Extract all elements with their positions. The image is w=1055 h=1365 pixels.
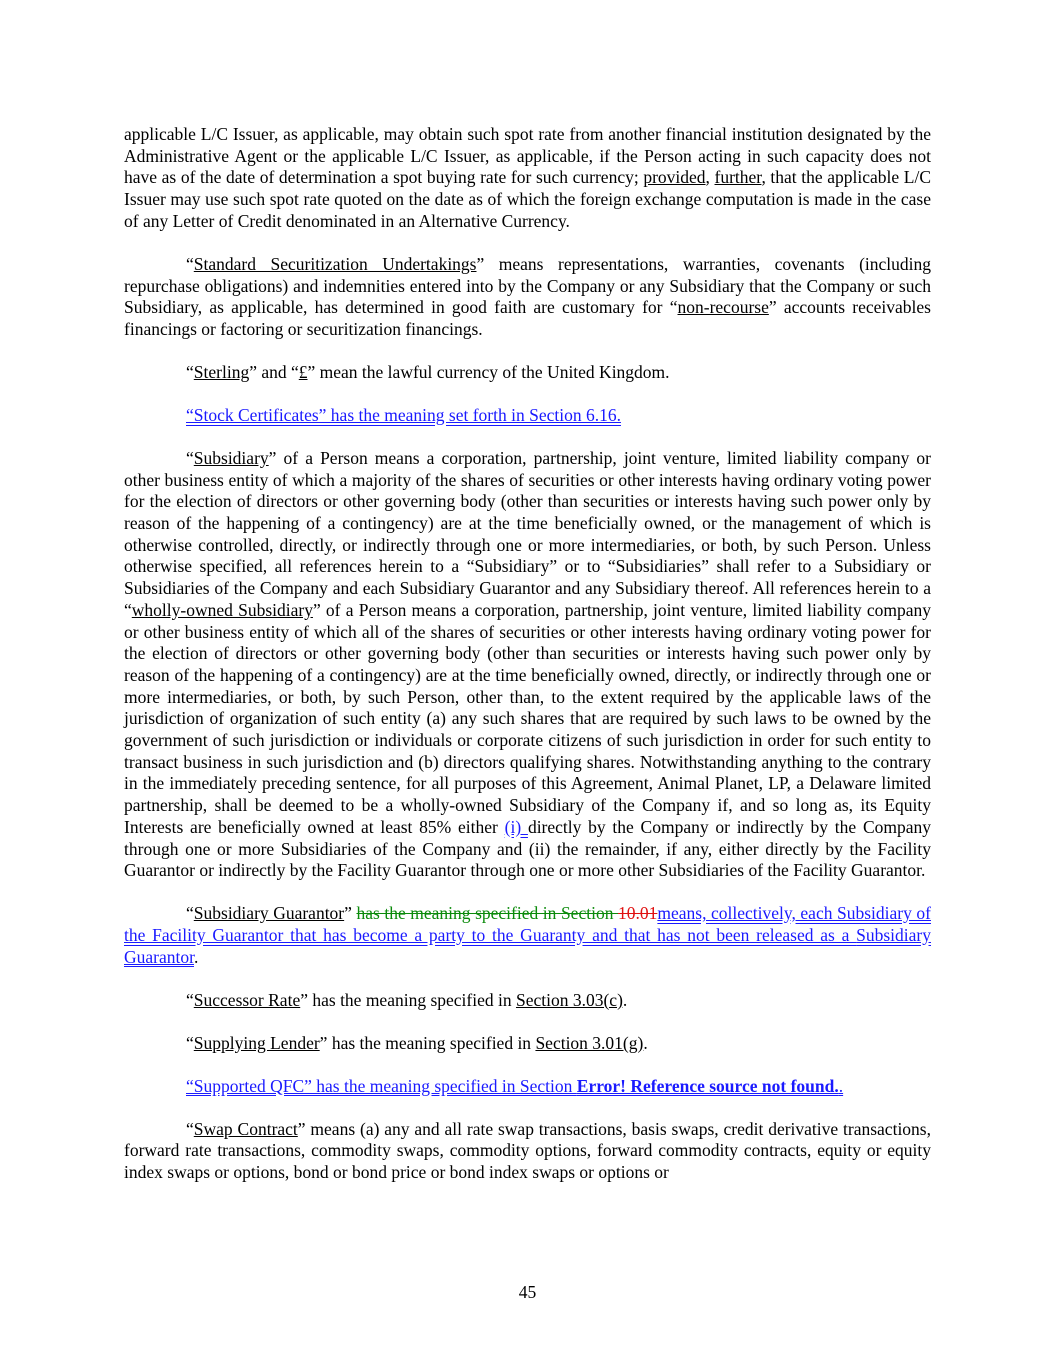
term-further: further [714,167,762,188]
text: , [705,167,715,188]
inserted-text: . [838,1075,844,1096]
document-body [124,124,931,1205]
defined-term: Subsidiary Guarantor [193,903,345,924]
page-number: 45 [518,1282,537,1302]
quote: “ [186,989,194,1010]
section-reference: Section 3.01(g) [535,1032,644,1053]
inserted-text: means, collectively, each Subsidiary of the Facility Guarantor that has become a party to the Guaranty and that has not been released as a [124,903,931,945]
quote: “ [186,903,194,924]
text: ” mean the lawful currency of the United Kingdom. [307,361,670,382]
text: ” and “ [249,361,299,382]
definition-stock-certificates-inserted [124,405,931,427]
text: ” means representations, warranties, covenants (including repurchase obligations) and indemnities entered into by the Company or any Subsidiary that the Company or such Subsidiary, as applicable, has determined in good faith are customary for “ [124,253,931,318]
definition-supplying-lender [124,1033,931,1055]
inserted-defined-term: Subsidiary Guarantor [124,924,931,967]
term-pound-symbol: £ [298,361,308,382]
text: ” [344,903,357,924]
quote: “ [186,1032,194,1053]
quote: “ [186,361,194,382]
text: ” of a Person means a corporation, partnership, joint venture, limited liability company or other business entity of which a majority of the shares of securities or other interests having ordinary voting power for the election of directors or other governing body (other than securities or interests having such power only by reason of the happening of a contingency) are at the time beneficially owned, or the management of which is otherwise controlled, directly, or indirectly through one or more intermediaries, or both, by such Person. Unless otherwise specified, all references herein to a “Subsidiary” or to “Subsidiaries” shall refer to a Subsidiary or Subsidiaries of the Company and each Subsidiary Guarantor and any Subsidiary thereof. All references herein to a “ [124,447,931,620]
definition-standard-securitization-undertakings [124,254,931,341]
defined-term: Standard Securitization Undertakings [193,253,477,274]
defined-term: Sterling [193,361,250,382]
text: . [643,1032,648,1053]
definition-swap-contract [124,1119,931,1184]
inserted-text: “Supported QFC” has the meaning specified in Section [186,1075,577,1096]
term-provided: provided [643,167,706,188]
text: ” accounts receivables financings or factoring or securitization financings. [124,297,931,339]
text: . [193,946,199,967]
reference-error: Error! Reference source not found. [576,1075,839,1096]
defined-term: Successor Rate [193,989,301,1010]
term-wholly-owned-subsidiary: wholly-owned Subsidiary [131,599,313,620]
deleted-text: Section [560,903,618,924]
text: applicable L/C Issuer, as applicable, may obtain such spot rate from another financial institution designated by the Administrative Agent or the applicable L/C Issuer, as applicable, if the Person acting in such capacity does not have as of the date of determination a spot buying rate for such currency; [124,124,931,188]
quote: “ [186,1118,194,1139]
text: directly by the Company or indirectly by the Company through one or more Subsidiaries of the Company and (ii) the remainder, if any, either directly by the Facility Guarantor or indirectly by the Facility Guarantor through one or more other Subsidiaries of the Facility Guarantor. [124,816,932,881]
definition-subsidiary [124,448,931,882]
section-reference: Section 3.03(c) [515,989,623,1010]
defined-term: Swap Contract [193,1118,298,1139]
text: ” means (a) any and all rate swap transactions, basis swaps, credit derivative transactions, forward rate transactions, commodity swaps, commodity options, forward commodity contracts, equity or equity index swaps or options, bond or bond price or bond index swaps or options or [124,1118,931,1183]
inserted-text: “Stock Certificates” has the meaning set forth in Section 6.16. [186,404,621,425]
deleted-text: 10.01 [618,903,658,924]
text: . [622,989,628,1010]
definition-successor-rate [124,990,931,1012]
defined-term: Subsidiary [193,447,269,468]
term-non-recourse: non-recourse [677,297,769,318]
deleted-text: has the meaning specified in [356,903,561,924]
definition-subsidiary-guarantor [124,903,931,968]
text: , that the applicable L/C Issuer may use such spot rate quoted on the date as of which the foreign exchange computation is made in the case of any Letter of Credit denominated in an Alternative Currency. [124,167,931,231]
paragraph-spot-rate-continuation [124,124,931,233]
quote: “ [186,447,194,468]
definition-sterling [124,362,931,384]
text: ” has the meaning specified in [300,989,516,1010]
quote: “ [186,253,194,274]
text: ” of a Person means a corporation, partnership, joint venture, limited liability company or other business entity of which all of the shares of securities or other interests having ordinary voting power for the election of directors or other governing body (other than securities or interests having such power only by reason of the happening of a contingency) are at the time beneficially owned, directly, or indirectly through one or more intermediaries, or both, by such Person, other than, to the extent required by the applicable laws of the jurisdiction of organization of such entity (a) any such shares that are required by such laws to be owned by the government of such jurisdiction or individuals or corporate citizens of such jurisdiction in order for such entity to transact business in such jurisdiction and (b) directors qualifying shares. Notwithstanding anything to the contrary in the immediately preceding sentence, for all purposes of this Agreement, Animal Planet, LP, a Delaware limited partnership, shall be deemed to be a wholly-owned Subsidiary of the Company if, and so long as, its Equity Interests are beneficially owned at least 85% either [124,599,931,837]
text: ” has the meaning specified in [319,1032,536,1053]
inserted-text: (i) [504,816,528,837]
defined-term: Supplying Lender [193,1032,320,1053]
definition-supported-qfc-inserted [124,1076,931,1098]
